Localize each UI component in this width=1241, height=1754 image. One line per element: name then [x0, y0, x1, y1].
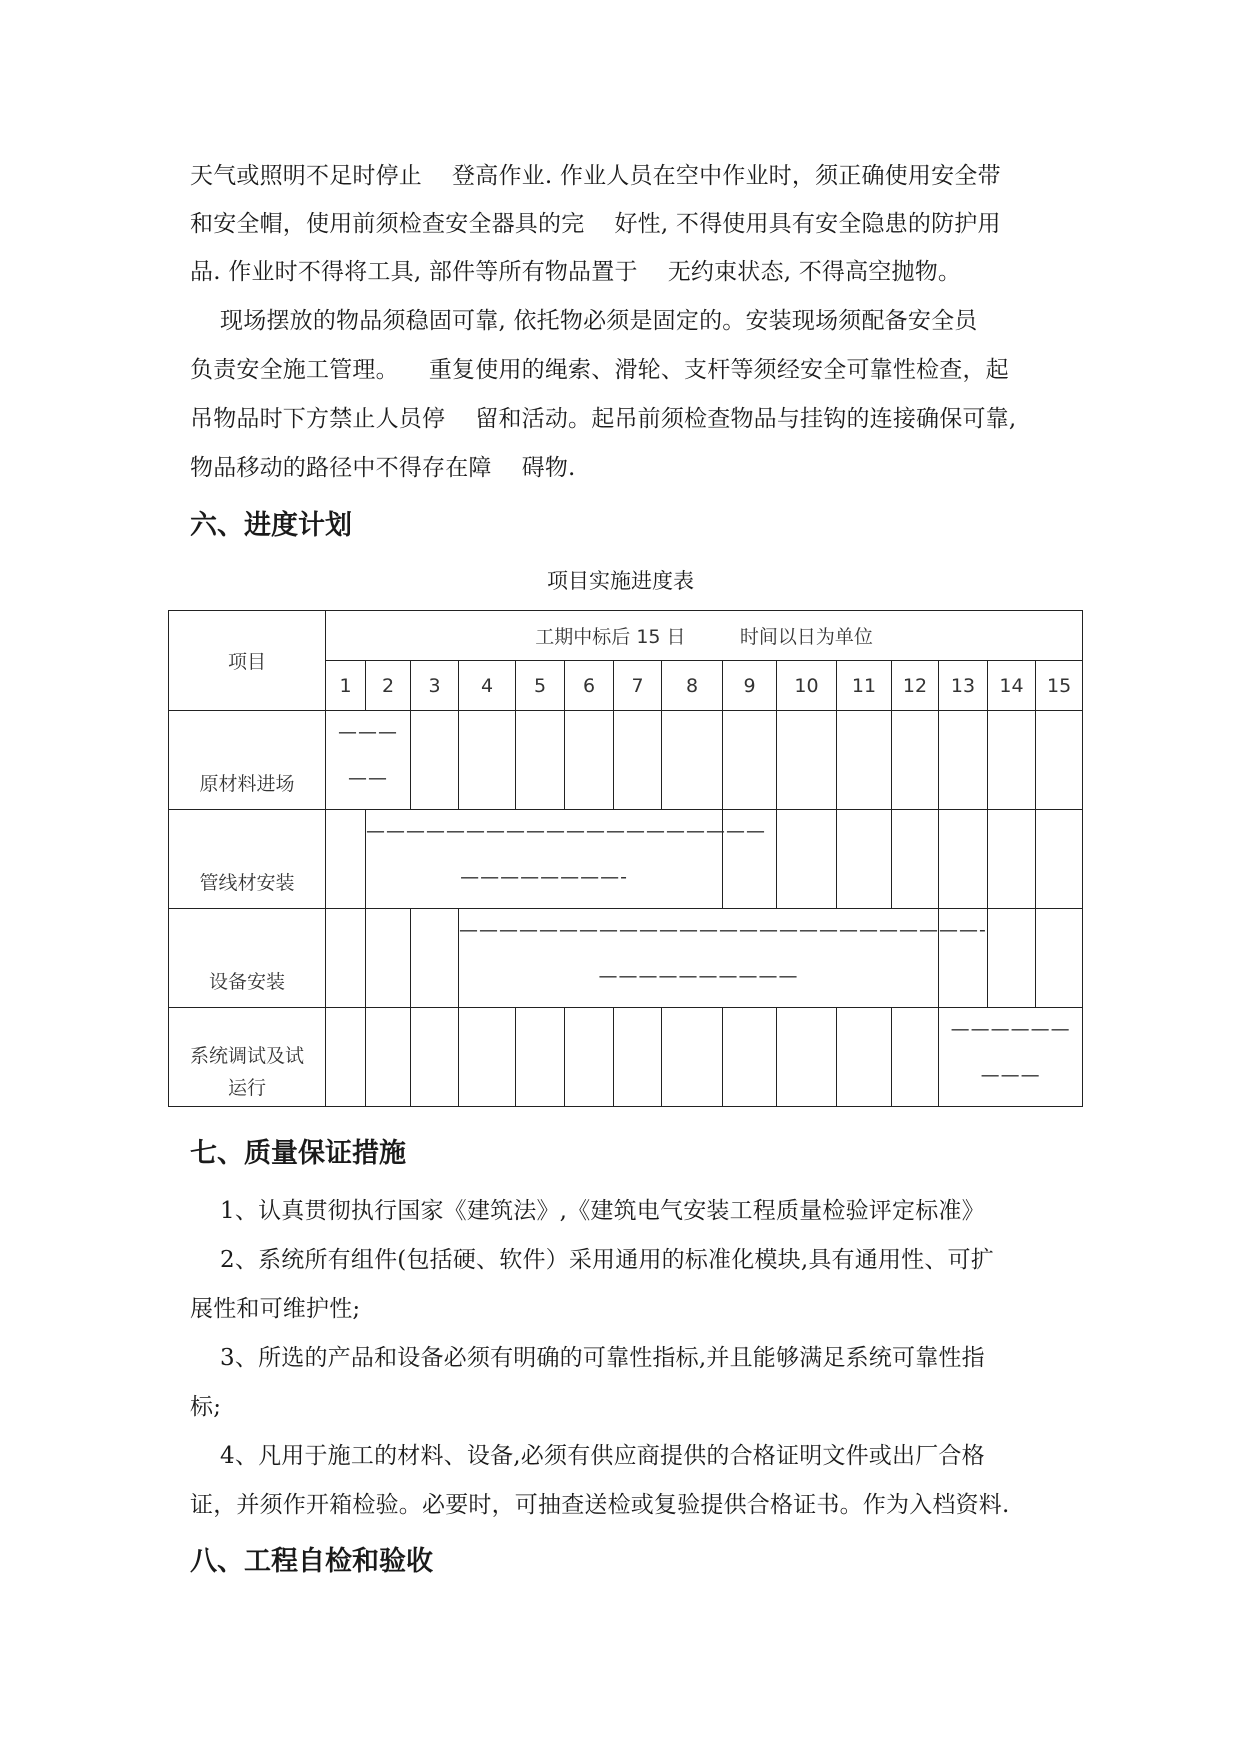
- section-heading: 六、进度计划: [190, 510, 352, 541]
- schedule-bar: ——: [348, 767, 388, 789]
- table-row: [169, 909, 1083, 1008]
- paragraph-line: 品. 作业时不得将工具, 部件等所有物品置于 无约束状态, 不得高空抛物。: [190, 259, 962, 285]
- period-header: 工期中标后 15 日 时间以日为单位: [535, 626, 873, 648]
- row-label: 设备安装: [208, 971, 285, 993]
- schedule-bar-cell: [366, 810, 766, 909]
- paragraph-line: 天气或照明不足时停止 登高作业. 作业人员在空中作业时，须正确使用安全带: [190, 163, 1001, 189]
- day-header: 3: [411, 661, 459, 711]
- row-label-cell: [169, 711, 326, 810]
- schedule-bar: ————————————————————: [366, 820, 766, 842]
- section-heading: 七、质量保证措施: [190, 1138, 406, 1169]
- day-header: 7: [614, 661, 662, 711]
- row-label-cell: [169, 909, 326, 1008]
- list-item: 证，并须作开箱检验。必要时，可抽查送检或复验提供合格证书。作为入档资料.: [190, 1492, 1010, 1518]
- day-header: 8: [662, 661, 723, 711]
- table-row: [169, 711, 1083, 810]
- list-item: 3、所选的产品和设备必须有明确的可靠性指标,并且能够满足系统可靠性指: [190, 1345, 985, 1371]
- schedule-bar: ———: [338, 721, 398, 743]
- project-header-cell: [169, 611, 326, 711]
- list-item: 2、系统所有组件(包括硬、软件）采用通用的标准化模块,具有通用性、可扩: [190, 1247, 994, 1273]
- period-header-cell: [326, 611, 1083, 661]
- day-header: 11: [837, 661, 892, 711]
- day-header: 6: [565, 661, 614, 711]
- day-header: 10: [777, 661, 837, 711]
- day-header: 2: [366, 661, 411, 711]
- row-label: 运行: [227, 1077, 266, 1099]
- day-header: 15: [1036, 661, 1083, 711]
- row-label: 管线材安装: [199, 872, 295, 894]
- row-label: 原材料进场: [199, 773, 295, 795]
- project-header: 项目: [227, 651, 266, 673]
- schedule-bar-cell: [939, 1008, 1083, 1107]
- day-header: 1: [326, 661, 366, 711]
- paragraph-line: 和安全帽，使用前须检查安全器具的完 好性, 不得使用具有安全隐患的防护用: [190, 211, 1001, 237]
- list-item: 展性和可维护性;: [190, 1296, 361, 1322]
- day-header: 9: [723, 661, 777, 711]
- schedule-bar: ——————————————————————————-: [459, 919, 987, 941]
- list-item: 1、认真贯彻执行国家《建筑法》,《建筑电气安装工程质量检验评定标准》: [190, 1198, 985, 1224]
- paragraph-line: 物品移动的路径中不得存在障 碍物.: [190, 455, 576, 481]
- schedule-bar: ———: [980, 1064, 1041, 1086]
- row-label-cell: [169, 1008, 326, 1107]
- list-item: 标;: [190, 1394, 222, 1420]
- paragraph-line: 负责安全施工管理。 重复使用的绳索、滑轮、支杆等须经安全可靠性检查，起: [190, 357, 1009, 383]
- day-header: 14: [988, 661, 1036, 711]
- schedule-bar-cell: [459, 909, 987, 1008]
- schedule-bar-cell: [326, 711, 411, 810]
- row-label: 系统调试及试: [189, 1045, 304, 1067]
- schedule-bar: ——————: [950, 1018, 1071, 1040]
- section-heading: 八、工程自检和验收: [190, 1546, 433, 1577]
- day-header: 12: [892, 661, 939, 711]
- table-caption: 项目实施进度表: [547, 569, 694, 593]
- schedule-bar: ——————————: [598, 965, 799, 987]
- paragraph-line: 吊物品时下方禁止人员停 留和活动。起吊前须检查物品与挂钩的连接确保可靠,: [190, 406, 1017, 432]
- day-header: 4: [459, 661, 516, 711]
- list-item: 4、凡用于施工的材料、设备,必须有供应商提供的合格证明文件或出厂合格: [190, 1443, 985, 1469]
- schedule-table: [168, 610, 1083, 1107]
- schedule-bar: ————————-: [460, 866, 628, 888]
- table-row: [169, 810, 1083, 909]
- day-header: 5: [516, 661, 565, 711]
- day-header: 13: [939, 661, 988, 711]
- row-label-cell: [169, 810, 326, 909]
- paragraph-line: 现场摆放的物品须稳固可靠, 依托物必须是固定的。安装现场须配备安全员: [190, 308, 978, 334]
- table-row: [169, 1008, 1083, 1107]
